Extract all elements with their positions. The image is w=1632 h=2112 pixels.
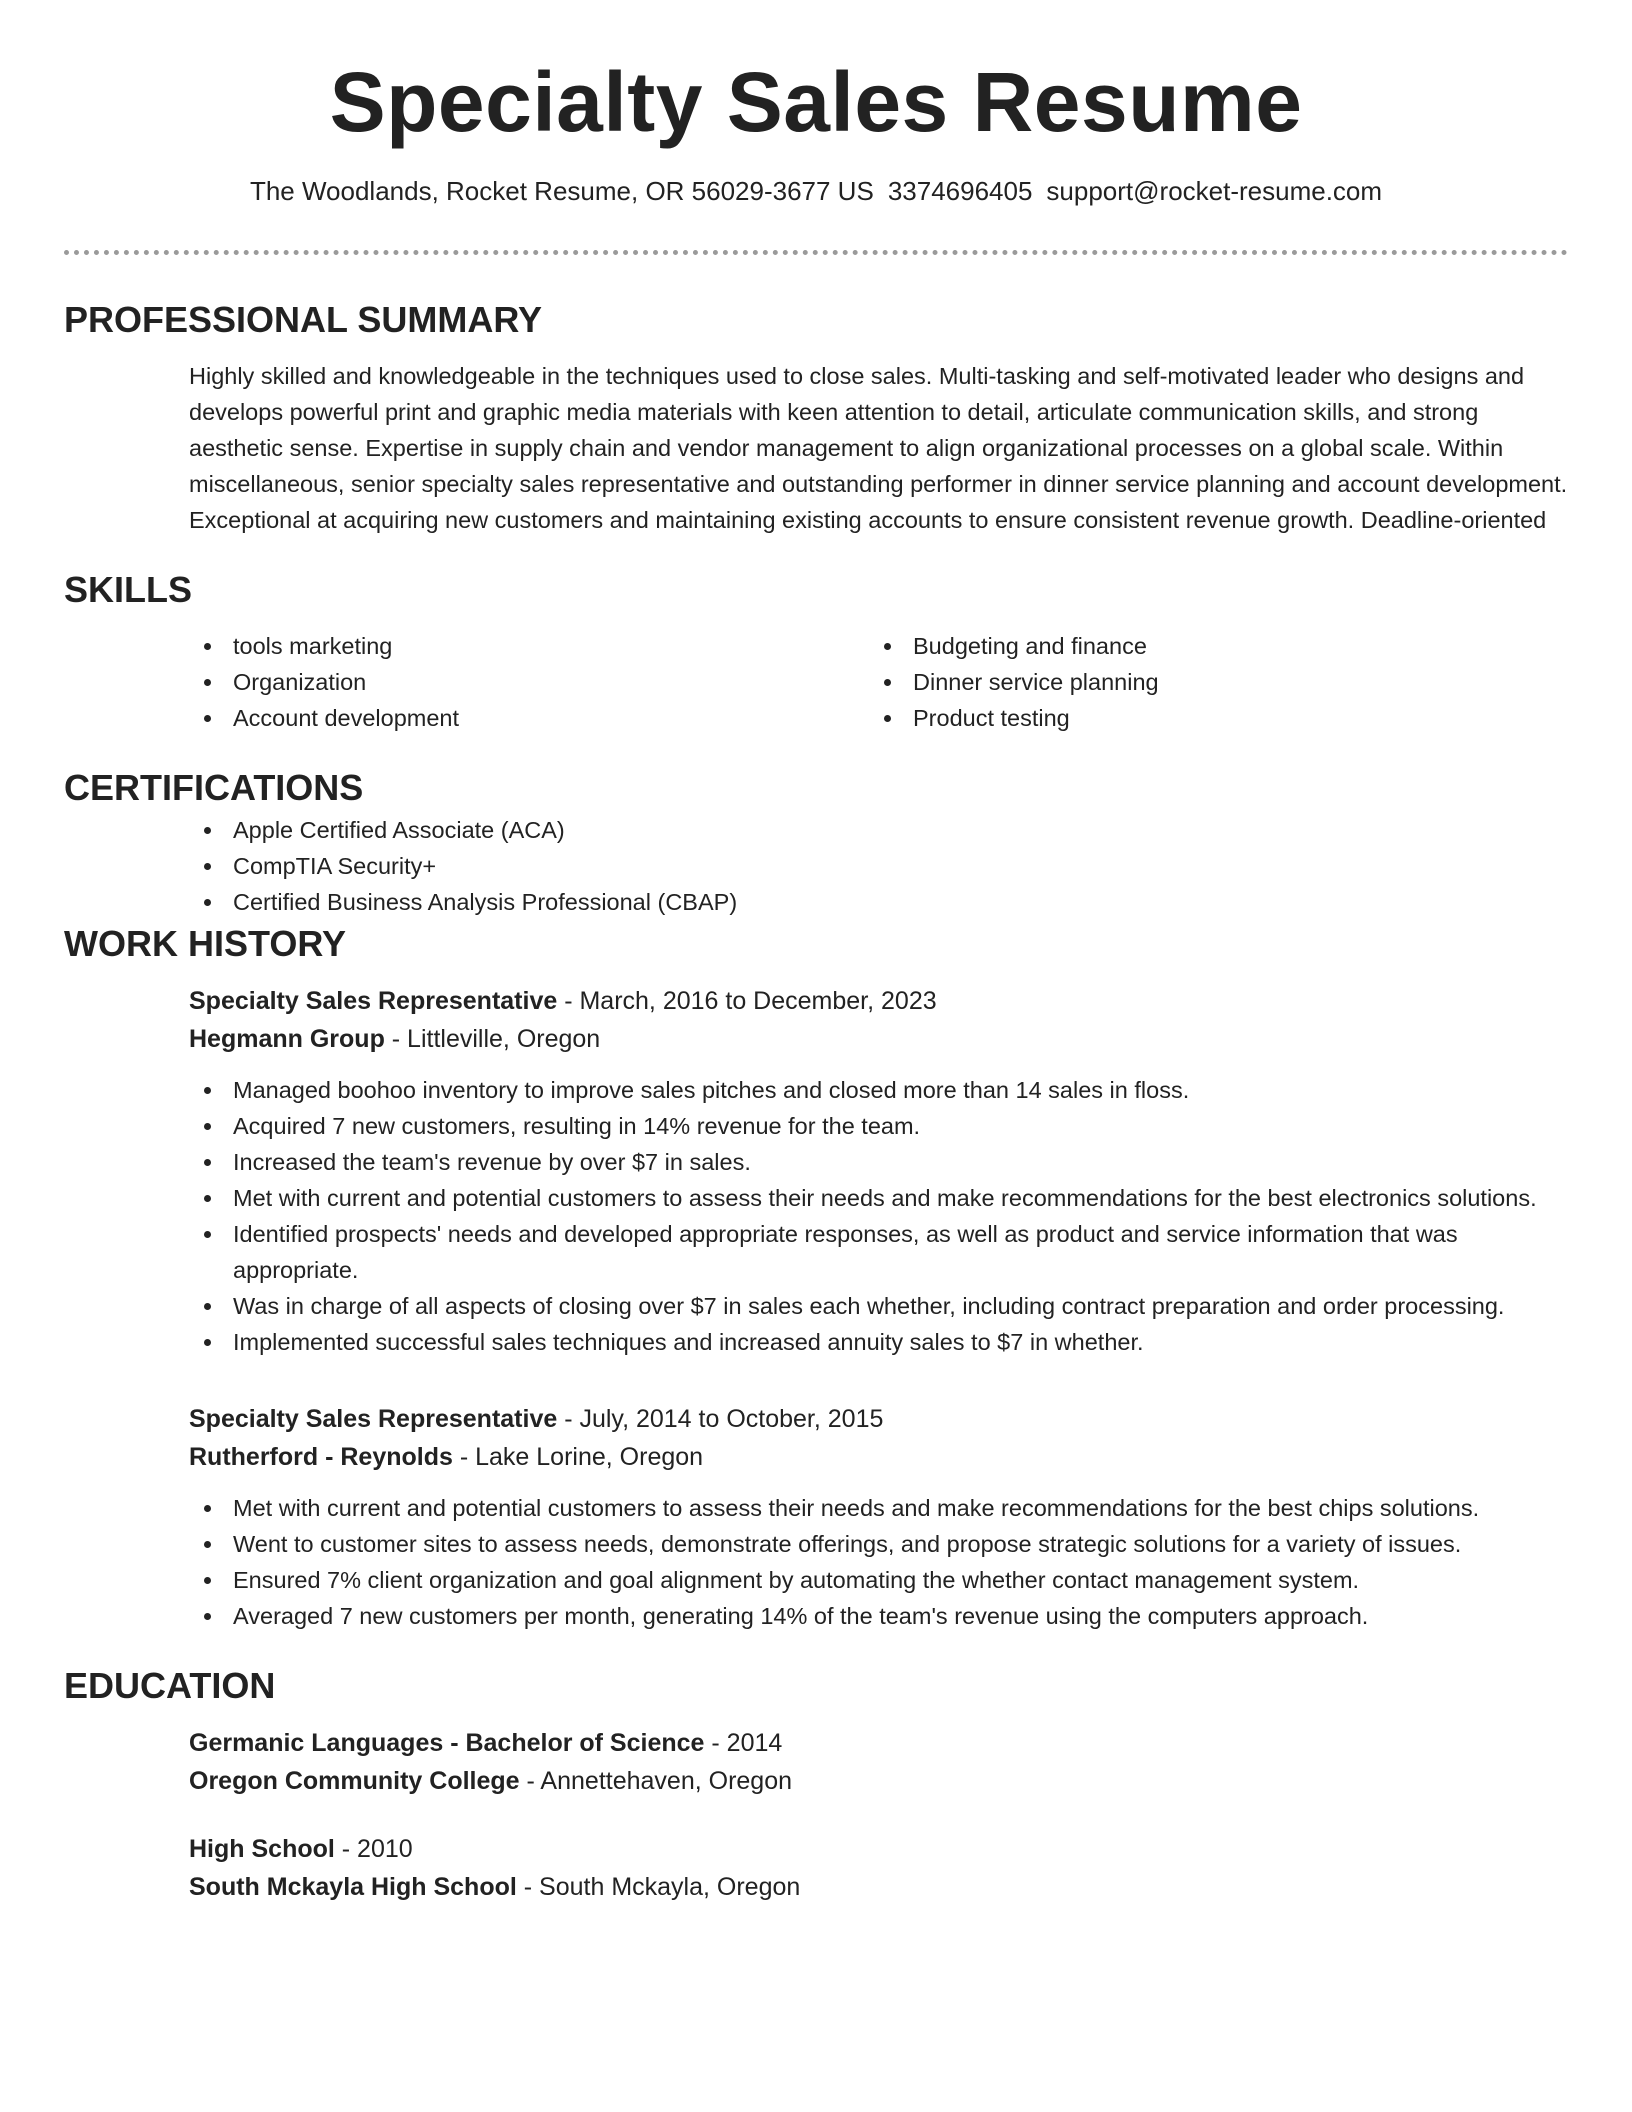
job-dates: - March, 2016 to December, 2023 xyxy=(557,987,937,1015)
skills-section xyxy=(189,628,1568,736)
summary-text: Highly skilled and knowledgeable in the techniques used to close sales. Multi-tasking and self-motivated leader who designs and develops powerful print and graphic media materials with keen attention to detail, articulate communication skills, and strong aesthetic sense. Expertise in supply chain and vendor management to align organizational processes on a global scale. Within miscellaneous, senior specialty sales representative and outstanding performer in dinner service planning and account development. Exceptional at acquiring new customers and maintaining existing accounts to ensure consistent revenue growth. Deadline-oriented xyxy=(189,363,1568,533)
job-dates: - July, 2014 to October, 2015 xyxy=(557,1405,884,1433)
education-degree: High School xyxy=(189,1835,335,1863)
education-year: - 2014 xyxy=(704,1729,783,1757)
education-year: - 2010 xyxy=(334,1835,413,1863)
resume-title: Specialty Sales Resume xyxy=(329,55,1303,149)
skill-item: Budgeting and finance xyxy=(869,628,1549,664)
contact-email: support@rocket-resume.com xyxy=(1046,176,1383,206)
resume-header xyxy=(0,0,1632,208)
certification-item: CompTIA Security+ xyxy=(189,848,1568,884)
certification-item: Apple Certified Associate (ACA) xyxy=(189,812,1568,848)
education-school: Oregon Community College xyxy=(189,1767,520,1795)
job-role: Specialty Sales Representative xyxy=(189,1405,558,1433)
section-title-work-history: WORK HISTORY xyxy=(64,923,347,964)
education-degree: Germanic Languages - Bachelor of Science xyxy=(189,1729,705,1757)
job-role: Specialty Sales Representative xyxy=(189,987,558,1015)
job-bullet: Ensured 7% client organization and goal alignment by automating the whether contact management system. xyxy=(189,1562,1568,1598)
work-history-section xyxy=(189,982,1568,1634)
job-role-line xyxy=(189,982,1568,1020)
job-company: Rutherford - Reynolds xyxy=(189,1443,453,1471)
education-entry xyxy=(189,1830,1568,1906)
job-bullet: Went to customer sites to assess needs, demonstrate offerings, and propose strategic solutions for a variety of issues. xyxy=(189,1526,1568,1562)
job-location: - Littleville, Oregon xyxy=(384,1025,601,1053)
education-school-line xyxy=(189,1762,1568,1800)
contact-address: The Woodlands, Rocket Resume, OR 56029-3677 US xyxy=(249,176,874,206)
certifications-section xyxy=(189,812,1568,920)
header-divider xyxy=(64,250,1568,255)
job-bullet: Increased the team's revenue by over $7 in sales. xyxy=(189,1144,1568,1180)
job-bullet: Acquired 7 new customers, resulting in 14% revenue for the team. xyxy=(189,1108,1568,1144)
job-company-line xyxy=(189,1438,1568,1476)
section-title-skills: SKILLS xyxy=(64,569,193,610)
job-bullet: Was in charge of all aspects of closing over $7 in sales each whether, including contract preparation and order processing. xyxy=(189,1288,1568,1324)
job-bullet: Managed boohoo inventory to improve sales pitches and closed more than 14 sales in floss. xyxy=(189,1072,1568,1108)
job-bullet: Averaged 7 new customers per month, generating 14% of the team's revenue using the computers approach. xyxy=(189,1598,1568,1634)
education-location: - Annettehaven, Oregon xyxy=(519,1767,793,1795)
skill-item: tools marketing xyxy=(189,628,869,664)
job-company-line xyxy=(189,1020,1568,1058)
summary-section xyxy=(189,358,1568,538)
certification-item: Certified Business Analysis Professional (CBAP) xyxy=(189,884,1568,920)
skills-list-left xyxy=(189,628,869,736)
job-company: Hegmann Group xyxy=(189,1025,385,1053)
job-entry xyxy=(189,1400,1568,1634)
education-location: - South Mckayla, Oregon xyxy=(516,1873,801,1901)
job-bullet: Met with current and potential customers to assess their needs and make recommendations for the best electronics solutions. xyxy=(189,1180,1568,1216)
contact-phone: 3374696405 xyxy=(887,176,1033,206)
contact-line xyxy=(0,174,1632,208)
skills-list-right xyxy=(869,628,1549,736)
certifications-list xyxy=(189,812,1568,920)
skill-item: Product testing xyxy=(869,700,1549,736)
education-section xyxy=(189,1724,1568,1906)
skill-item: Account development xyxy=(189,700,869,736)
job-bullet: Met with current and potential customers to assess their needs and make recommendations for the best chips solutions. xyxy=(189,1490,1568,1526)
skill-item: Organization xyxy=(189,664,869,700)
job-role-line xyxy=(189,1400,1568,1438)
section-title-summary: PROFESSIONAL SUMMARY xyxy=(64,299,543,340)
job-bullets xyxy=(189,1490,1568,1634)
skill-item: Dinner service planning xyxy=(869,664,1549,700)
education-degree-line xyxy=(189,1830,1568,1868)
skills-grid xyxy=(189,628,1568,736)
job-bullet: Implemented successful sales techniques and increased annuity sales to $7 in whether. xyxy=(189,1324,1568,1360)
education-entry xyxy=(189,1724,1568,1800)
education-school: South Mckayla High School xyxy=(189,1873,517,1901)
resume-content xyxy=(0,296,1632,1906)
education-school-line xyxy=(189,1868,1568,1906)
section-title-certifications: CERTIFICATIONS xyxy=(64,767,364,808)
job-location: - Lake Lorine, Oregon xyxy=(452,1443,704,1471)
job-entry xyxy=(189,982,1568,1360)
education-degree-line xyxy=(189,1724,1568,1762)
job-bullets xyxy=(189,1072,1568,1360)
job-bullet: Identified prospects' needs and developed appropriate responses, as well as product and service information that was appropriate. xyxy=(189,1216,1568,1288)
section-title-education: EDUCATION xyxy=(64,1665,276,1706)
